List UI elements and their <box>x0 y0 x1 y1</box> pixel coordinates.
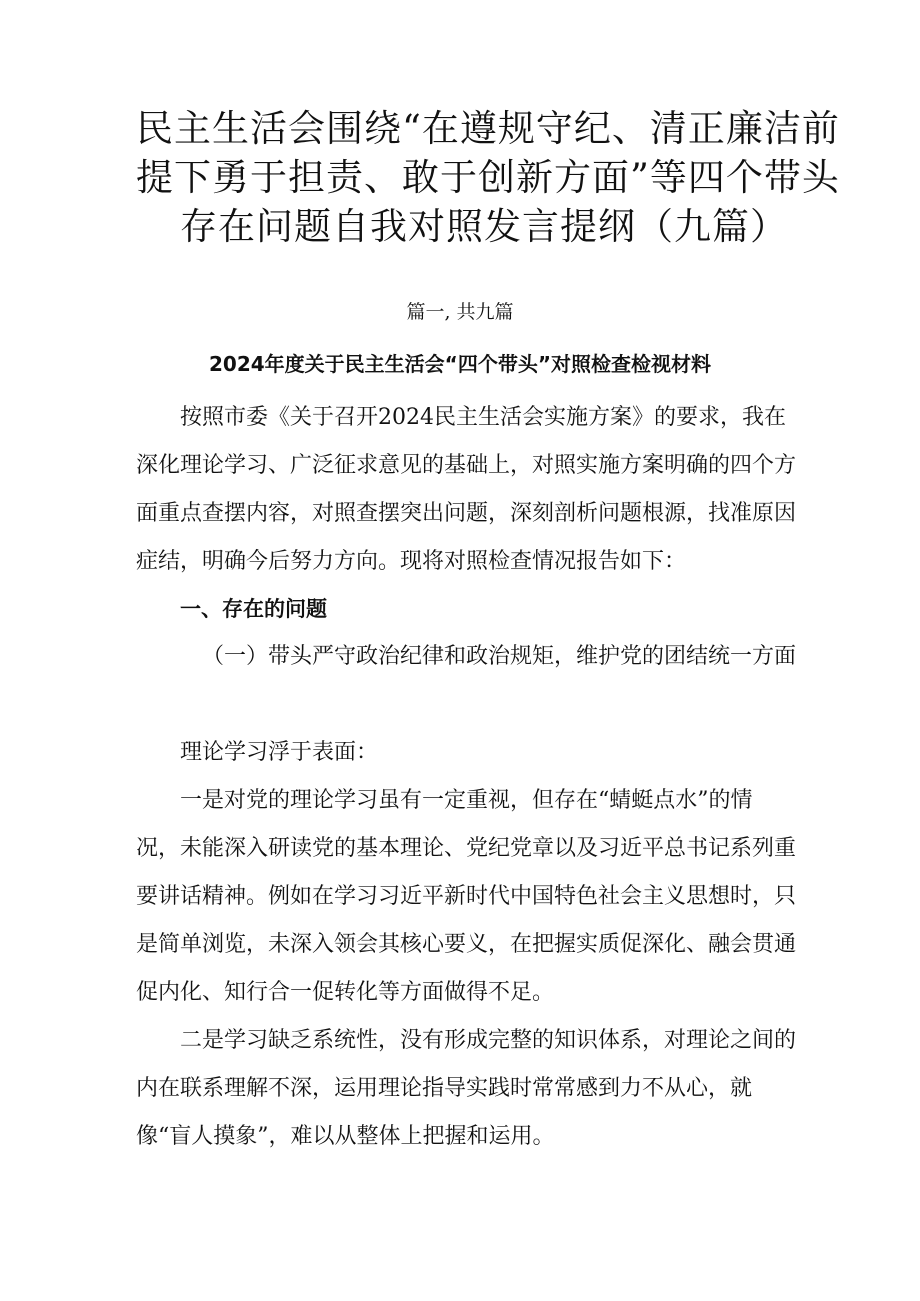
title-line-3: 存在问题自我对照发言提纲（九篇） <box>180 205 788 248</box>
subheading-political-discipline: （一）带头严守政治纪律和政治规矩，维护党的团结统一方面 <box>202 644 797 669</box>
paragraph-second-issue: 二是学习缺乏系统性，没有形成完整的知识体系，对理论之间的内在联系理解不深，运用理论指导实践时常常感到力不从心，就像“盲人摸象”，难以从整体上把握和运用。 <box>136 1028 797 1149</box>
section-title: 2024年度关于民主生活会“四个带头”对照检查检视材料 <box>209 352 711 376</box>
heading-existing-problems: 一、存在的问题 <box>180 597 327 621</box>
title-line-2: 提下勇于担责、敢于创新方面”等四个带头 <box>136 156 840 199</box>
topic-theory-study: 理论学习浮于表面： <box>180 740 379 765</box>
paragraph-first-issue: 一是对党的理论学习虽有一定重视，但存在“蜻蜓点水”的情况，未能深入研读党的基本理论、党纪党章以及习近平总书记系列重要讲话精神。例如在学习习近平新时代中国特色社会主义思想时，只是简单浏览，未深入领会其核心要义，在把握实质促深化、融会贯通促内化、知行合一促转化等方面做得不足。 <box>136 788 797 1005</box>
title-line-1: 民主生活会围绕“在遵规守纪、清正廉洁前 <box>136 107 840 150</box>
document-title <box>100 104 840 251</box>
part-label: 篇一, 共九篇 <box>406 301 514 323</box>
intro-paragraph: 按照市委《关于召开2024民主生活会实施方案》的要求，我在深化理论学习、广泛征求意见的基础上，对照实施方案明确的四个方面重点查摆内容，对照查摆突出问题，深刻剖析问题根源，找准原因症结，明确今后努力方向。现将对照检查情况报告如下： <box>136 405 797 574</box>
